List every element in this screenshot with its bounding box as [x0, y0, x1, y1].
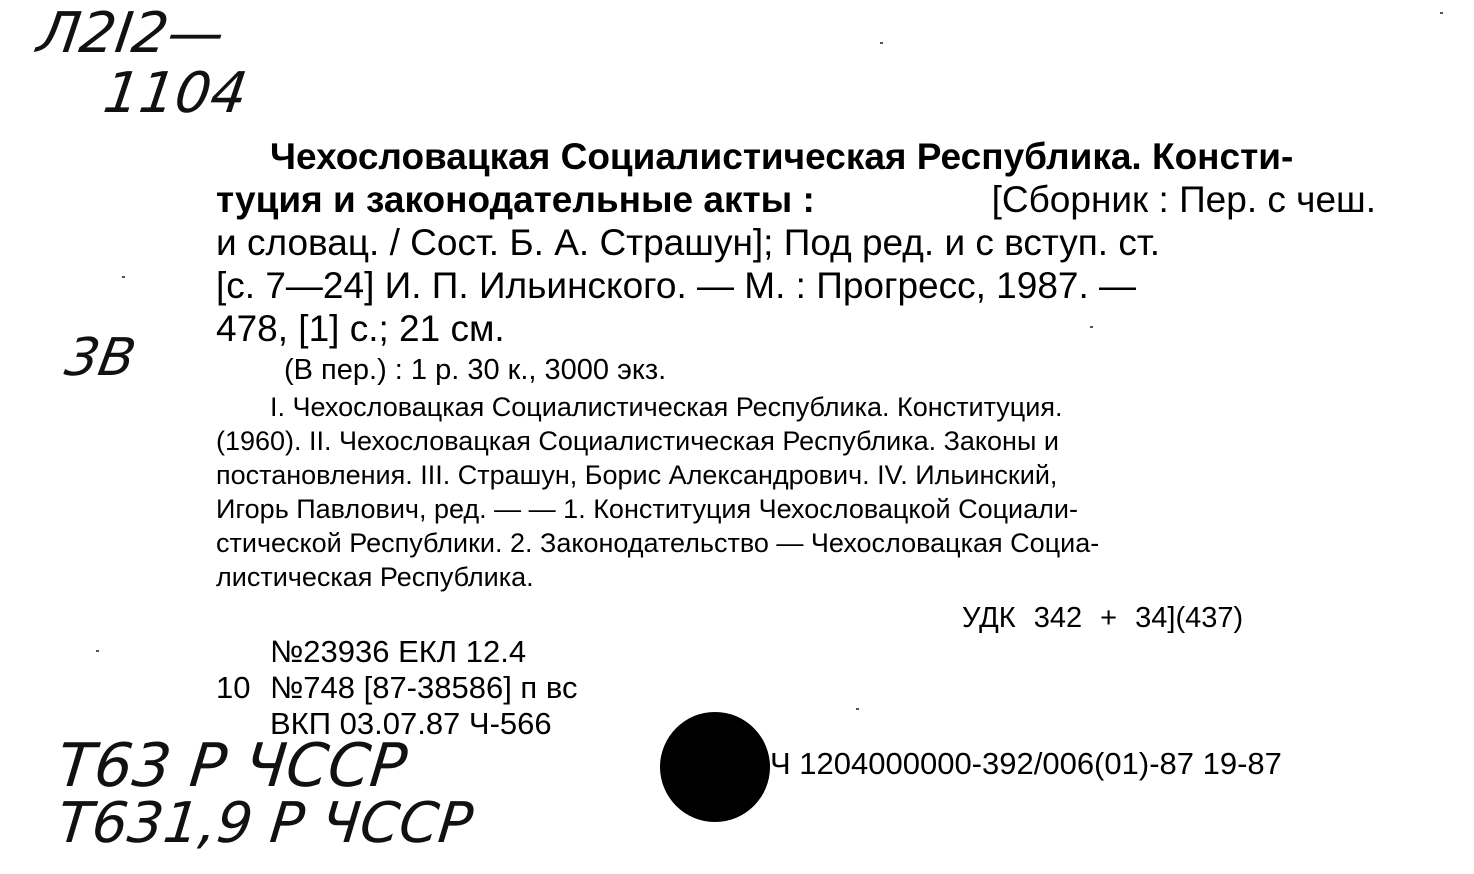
title-line-4-text: [с. 7—24] И. П. Ильинского. — М. : Прогресс, 1987. —: [216, 265, 1137, 306]
title-line-1-text: Чехословацкая Социалистическая Республика. Консти-: [270, 136, 1294, 177]
notes-line-4-text: Игорь Павлович, ред. — — 1. Конституция Чехословацкой Социали-: [216, 494, 1078, 524]
handwritten-classification-1: Т63 Р ЧССР: [54, 731, 411, 801]
index-code-line: Ч 1204000000-392/006(01)-87 19-87: [770, 746, 1282, 781]
imprint-prefix: 10: [216, 670, 251, 705]
title-line-2-text: [Сборник : Пер. с чеш.: [991, 179, 1376, 220]
title-line-5: [216, 310, 505, 347]
scan-speck: [96, 650, 99, 652]
notes-line-6: листическая Республика.: [216, 562, 534, 592]
ink-blot: [660, 712, 770, 822]
handwritten-call-number-top: Л2І2—: [33, 1, 229, 66]
scan-speck: [856, 708, 859, 710]
notes-line-1-text: I. Чехословацкая Социалистическая Республика. Конституция.: [270, 392, 1063, 422]
price-line: (В пер.) : 1 р. 30 к., 3000 экз.: [284, 354, 667, 386]
title-line-2: [216, 181, 1376, 218]
scan-speck: [1440, 12, 1443, 14]
notes-line-2: [216, 428, 1372, 455]
imprint-line-2: №748 [87-38586] п вс: [270, 670, 578, 705]
notes-line-3-text: постановления. III. Страшун, Борис Александрович. IV. Ильинский,: [216, 460, 1058, 490]
notes-line-2-text: (1960). II. Чехословацкая Социалистическая Республика. Законы и: [216, 426, 1059, 456]
handwritten-margin-mark: 3В: [60, 328, 141, 388]
handwritten-call-number-bottom: 1104: [99, 61, 252, 126]
notes-line-4: [216, 496, 1372, 523]
title-line-3: [216, 224, 1376, 261]
notes-line-3: [216, 462, 1372, 489]
handwritten-classification-2: Т631,9 Р ЧССР: [54, 791, 476, 856]
title-line-3-text: и словац. / Сост. Б. А. Страшун]; Под ред. и с вступ. ст.: [216, 222, 1160, 263]
title-line-2-bold: туция и законодательные акты :: [216, 179, 815, 220]
scan-speck: [1090, 326, 1093, 328]
imprint-line-3: ВКП 03.07.87 Ч-566: [270, 706, 552, 741]
notes-line-5: [216, 530, 1372, 557]
imprint-line-1: №23936 ЕКЛ 12.4: [270, 634, 527, 669]
notes-line-5-text: стической Республики. 2. Законодательство — Чехословацкая Социа-: [216, 528, 1100, 558]
title-line-5-text: 478, [1] с.; 21 см.: [216, 308, 505, 349]
udk-line: УДК 342 + 34](437): [962, 602, 1244, 634]
scan-speck: [880, 42, 883, 44]
title-line-1: [270, 138, 1376, 175]
scan-speck: [122, 276, 125, 278]
title-line-4: [216, 267, 1376, 304]
notes-line-1: [270, 394, 1372, 421]
